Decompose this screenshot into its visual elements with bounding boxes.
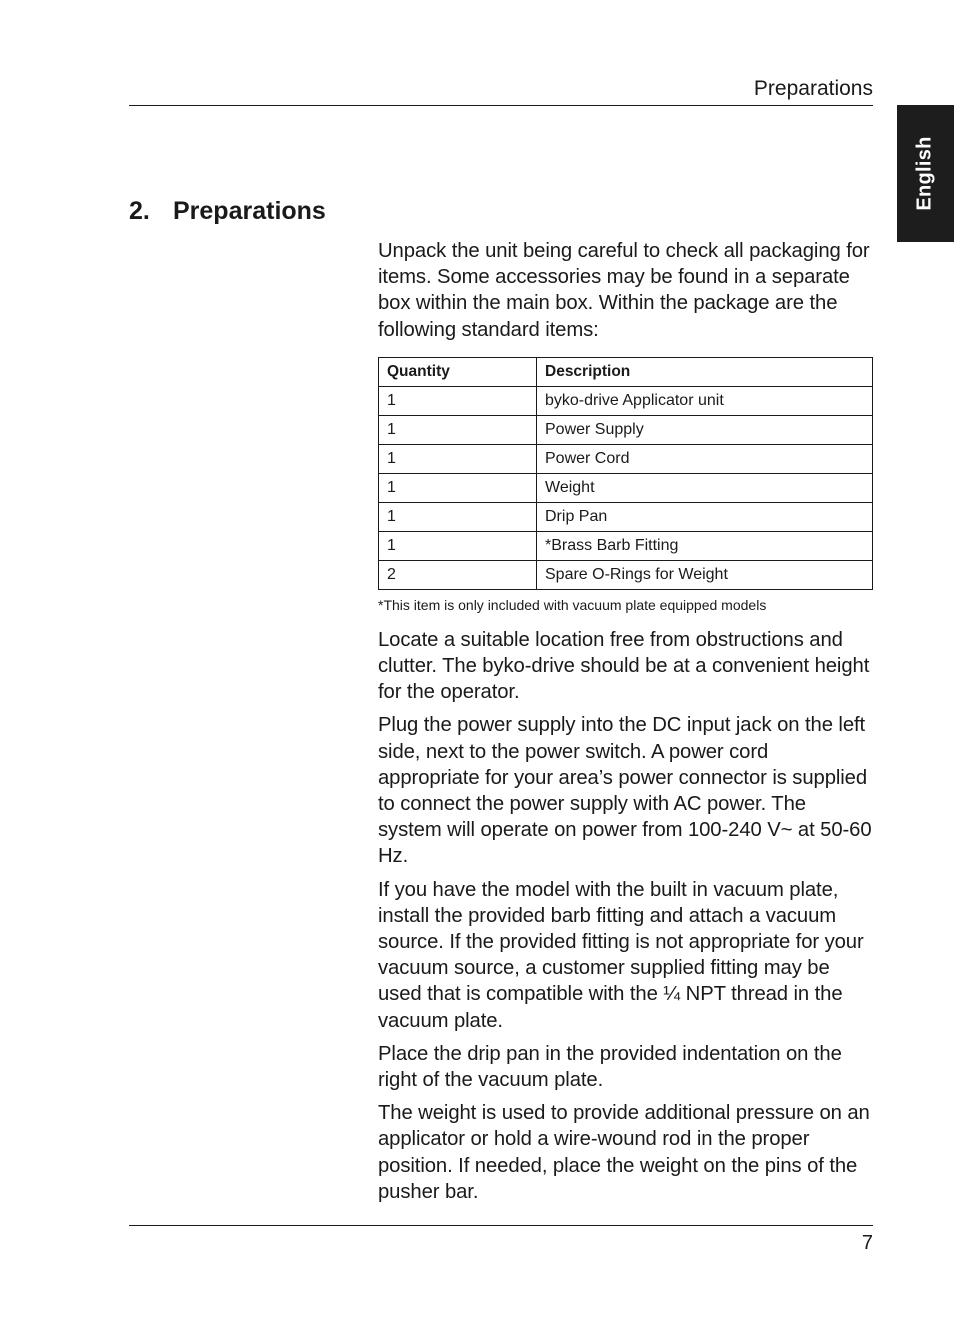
description-cell: Drip Pan	[537, 502, 873, 531]
quantity-cell: 1	[379, 444, 537, 473]
description-cell: byko-drive Applicator unit	[537, 386, 873, 415]
quantity-cell: 1	[379, 473, 537, 502]
quantity-cell: 1	[379, 531, 537, 560]
header-rule	[129, 105, 873, 106]
table-row	[379, 444, 873, 473]
quantity-cell: 1	[379, 415, 537, 444]
table-row	[379, 386, 873, 415]
description-cell: Power Cord	[537, 444, 873, 473]
language-tab-label: English	[914, 136, 937, 211]
intro-paragraph: Unpack the unit being careful to check all packaging for items. Some accessories may be found in a separate box within the main box. Within the package are the following standard items:	[378, 240, 870, 341]
description-cell: Spare O-Rings for Weight	[537, 560, 873, 589]
package-contents-table	[378, 357, 873, 590]
table-row	[379, 560, 873, 589]
table-row	[379, 502, 873, 531]
paragraph-weight: The weight is used to provide additional pressure on an applicator or hold a wire-wound rod in the proper position. If needed, place the weight on the pins of the pusher bar.	[378, 1102, 870, 1203]
table-row	[379, 415, 873, 444]
column-header-description: Description	[537, 357, 873, 386]
table-row	[379, 473, 873, 502]
main-text-column	[378, 238, 874, 1205]
table-header-row	[379, 357, 873, 386]
description-cell: Power Supply	[537, 415, 873, 444]
table-footnote: *This item is only included with vacuum plate equipped models	[378, 596, 767, 613]
language-tab	[897, 105, 954, 242]
quantity-cell: 2	[379, 560, 537, 589]
section-title: Preparations	[173, 197, 326, 225]
running-header-title: Preparations	[753, 77, 873, 100]
paragraph-drip-pan: Place the drip pan in the provided indentation on the right of the vacuum plate.	[378, 1042, 842, 1092]
section-number: 2.	[129, 197, 150, 225]
paragraph-location: Locate a suitable location free from obstructions and clutter. The byko-drive should be at a convenient height for the operator.	[378, 628, 870, 704]
section-heading	[129, 195, 326, 227]
column-header-quantity: Quantity	[379, 357, 537, 386]
quantity-cell: 1	[379, 502, 537, 531]
footer-rule	[129, 1225, 873, 1226]
description-cell: Weight	[537, 473, 873, 502]
paragraph-vacuum: If you have the model with the built in vacuum plate, install the provided barb fitting and attach a vacuum source. If the provided fitting is not appropriate for your vacuum source, a customer supplied fitting may be used that is compatible with the ¼ NPT thread in the vacuum plate.	[378, 878, 864, 1032]
description-cell: *Brass Barb Fitting	[537, 531, 873, 560]
quantity-cell: 1	[379, 386, 537, 415]
table-row	[379, 531, 873, 560]
paragraph-power: Plug the power supply into the DC input jack on the left side, next to the power switch. A power cord appropriate for your area’s power connector is supplied to connect the power supply with AC power. The system will operate on power from 100-240 V~ at 50-60 Hz.	[378, 714, 872, 868]
page-number: 7	[861, 1232, 873, 1254]
